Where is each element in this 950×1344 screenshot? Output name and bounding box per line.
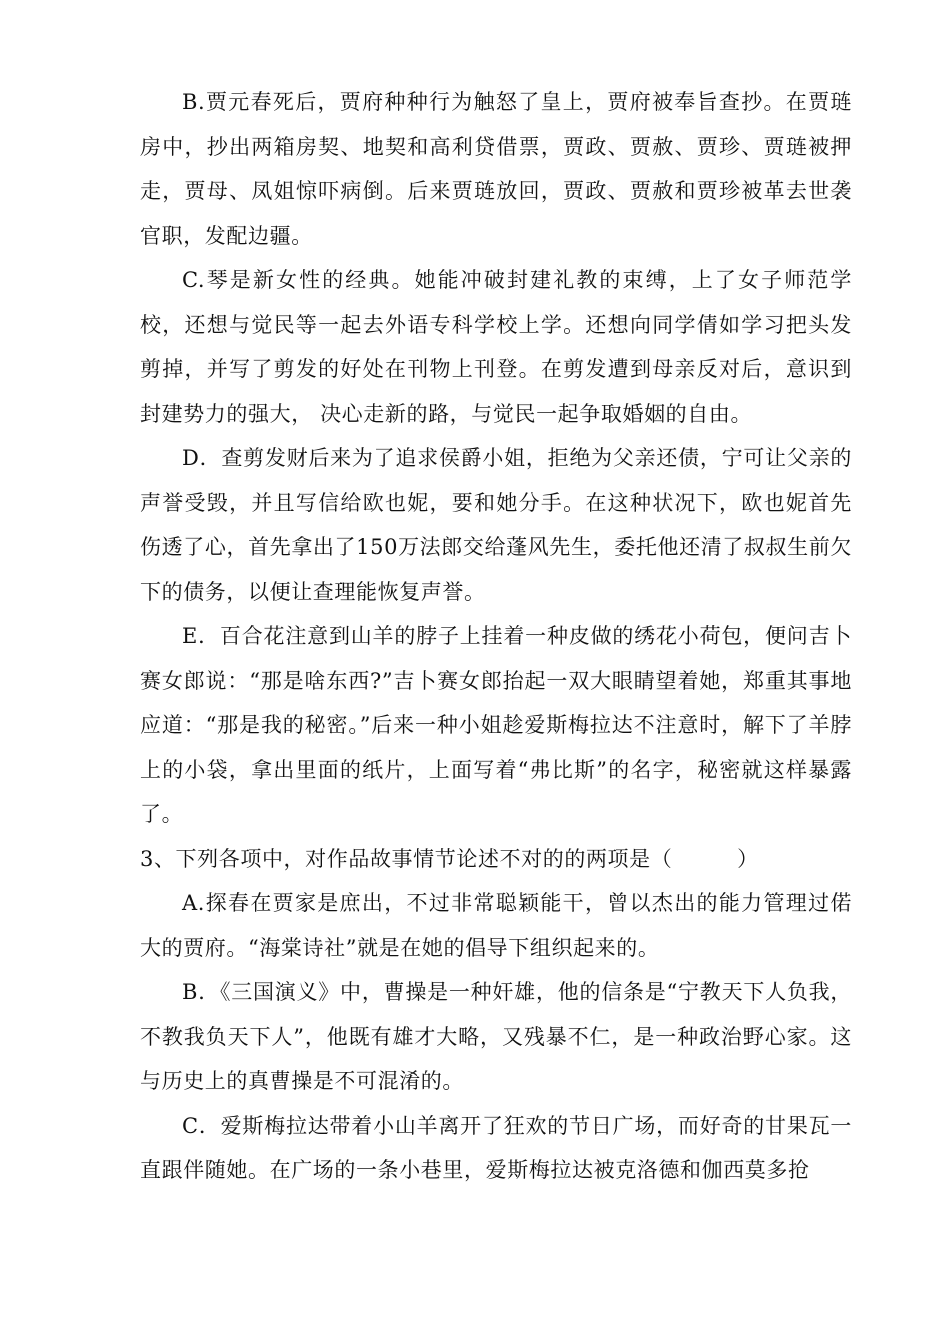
question-3-stem: 3、下列各项中，对作品故事情节论述不对的的两项是（ ） xyxy=(140,846,759,871)
option-d-paragraph: D．查剪发财后来为了追求侯爵小姐，拒绝为父亲还债，宁可让父亲的声誉受毁，并且写信给欧也妮，要和她分手。在这种状况下，欧也妮首先伤透了心，首先拿出了150万法郎交给蓬风先生，委托他还清了叔叔生前欠下的债务，以便让查理能恢复声誉。 xyxy=(140,446,852,604)
option-c-paragraph: C.琴是新女性的经典。她能冲破封建礼教的束缚，上了女子师范学校，还想与觉民等一起去外语专科学校上学。还想向同学倩如学习把头发剪掉，并写了剪发的好处在刊物上刊登。在剪发遭到母亲反对后，意识到封建势力的强大， 决心走新的路，与觉民一起争取婚姻的自由。 xyxy=(140,268,852,426)
option-e-paragraph: E．百合花注意到山羊的脖子上挂着一种皮做的绣花小荷包，便问吉卜赛女郎说：“那是啥东西?”吉卜赛女郎抬起一双大眼睛望着她，郑重其事地应道：“那是我的秘密。”后来一种小姐趁爱斯梅拉达不注意时，解下了羊脖上的小袋，拿出里面的纸片，上面写着“弗比斯”的名字，秘密就这样暴露了。 xyxy=(140,624,852,826)
document-body xyxy=(140,80,852,1193)
question-3-option-c: C．爱斯梅拉达带着小山羊离开了狂欢的节日广场，而好奇的甘果瓦一直跟伴随她。在广场的一条小巷里，爱斯梅拉达被克洛德和伽西莫多抢 xyxy=(140,1113,852,1182)
question-3-option-a: A.探春在贾家是庶出，不过非常聪颖能干，曾以杰出的能力管理过偌大的贾府。“海棠诗社”就是在她的倡导下组织起来的。 xyxy=(140,891,852,960)
question-3-option-b: B．《三国演义》中，曹操是一种奸雄，他的信条是“宁教天下人负我，不教我负天下人”，他既有雄才大略，又残暴不仁，是一种政治野心家。这与历史上的真曹操是不可混淆的。 xyxy=(140,980,852,1093)
option-b-paragraph: B.贾元春死后，贾府种种行为触怒了皇上，贾府被奉旨查抄。在贾琏房中，抄出两箱房契、地契和高利贷借票，贾政、贾赦、贾珍、贾琏被押走，贾母、凤姐惊吓病倒。后来贾琏放回，贾政、贾赦和贾珍被革去世袭官职，发配边疆。 xyxy=(140,90,852,248)
